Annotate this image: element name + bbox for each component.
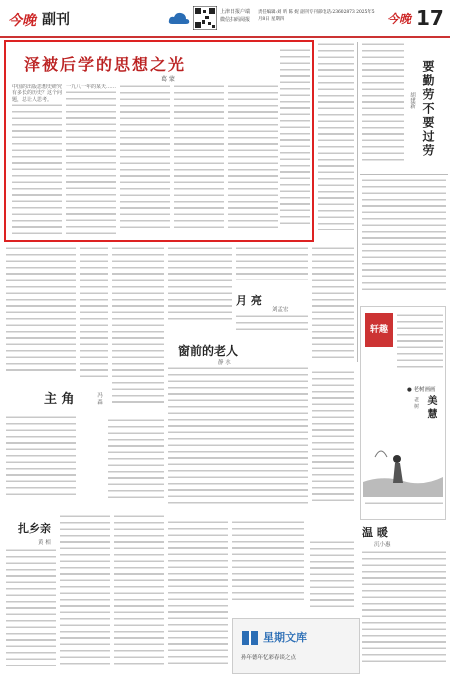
moon-body [236, 314, 308, 342]
art-title: 美 慧 [425, 395, 436, 419]
bottom-banner-subtitle: 孙年德年忆彩春谈之点 [241, 655, 297, 661]
xiangqin-body-4 [168, 520, 228, 674]
poem-body-1 [362, 42, 404, 170]
section-name: 副刊 [42, 12, 70, 28]
zhujiao-author: 冯 森 [96, 392, 102, 405]
page-number: 17 [416, 6, 444, 30]
old-man-author: 静 水 [218, 360, 231, 366]
featured-column-3 [120, 84, 170, 236]
wennuan-body-2 [362, 550, 446, 674]
featured-title: 泽被后学的思想之光 [24, 55, 187, 74]
qr-caption-2: 微信扫码阅报 [220, 17, 251, 23]
wennuan-title: 温 暖 [362, 526, 388, 539]
middle-column-2 [168, 246, 232, 332]
cloud-icon [168, 10, 190, 26]
art-column [360, 306, 446, 520]
wennuan-author: 沉小惠 [374, 542, 391, 548]
featured-column-1 [12, 84, 62, 236]
book-icon [241, 629, 259, 647]
editor-line: 责任编辑:刘 昕 陈 妮 副刊专刊部电话:23602873 2025年5月8日 星期四 [258, 10, 375, 22]
right-middle-column-2 [312, 370, 354, 510]
zhujiao-title: 主 角 [44, 392, 75, 407]
poem-author: 胡建新 [409, 92, 415, 109]
xiangqin-body-2 [60, 514, 110, 674]
xiangqin-body-5 [232, 520, 304, 610]
featured-column-5 [228, 84, 278, 236]
featured-body-1: 中国的出版思想史研究有多长的历史？这个问题，总让人思考。 [12, 84, 62, 103]
art-column-body [397, 313, 443, 377]
text-column [318, 42, 354, 238]
bottom-banner-title: 星期文库 [263, 631, 307, 644]
featured-author: 葛 蒙 [161, 76, 175, 83]
right-middle-column [312, 246, 354, 366]
featured-article [4, 40, 314, 242]
xiangqin-body-1 [6, 548, 56, 674]
xiangqin-author: 黄 相 [38, 540, 51, 546]
brand-logo: 今晚 [8, 13, 36, 29]
moon-title: 月 亮 [236, 294, 262, 307]
xiangqin-title: 扎乡亲 [18, 522, 51, 535]
ink-painting-illustration [363, 437, 443, 497]
middle-column-3 [236, 246, 308, 288]
featured-column-6 [280, 48, 310, 236]
zhujiao-column-3 [108, 418, 164, 510]
art-caption [365, 501, 443, 517]
divider [360, 174, 448, 175]
art-subtitle: ● 老树画画 [407, 387, 436, 393]
qr-caption-1: 上津日报户端 [220, 9, 251, 15]
poem-body-2 [362, 178, 446, 302]
featured-column-4 [174, 84, 224, 236]
middle-column-1 [112, 246, 164, 414]
art-column-badge: 轩趣 [365, 313, 393, 347]
zhujiao-column-2 [80, 246, 108, 386]
poem-title: 要勤劳不要过劳 [421, 60, 435, 158]
brand-logo-right: 今晚 [387, 12, 412, 26]
qr-code-icon [193, 6, 217, 30]
wennuan-body-1 [310, 540, 354, 616]
old-man-title: 窗前的老人 [178, 344, 239, 358]
featured-column-2 [66, 84, 116, 236]
zhujiao-column-top [6, 246, 76, 382]
page-header [0, 0, 450, 38]
zhujiao-column-bottom [6, 415, 76, 507]
art-author: 老 树 [413, 397, 419, 409]
old-man-body [168, 366, 308, 516]
featured-body-2: 一九八一年的某天…… [66, 84, 116, 90]
moon-author: 刘孟宏 [272, 307, 289, 313]
bottom-banner [232, 618, 360, 674]
column-divider [357, 42, 358, 362]
xiangqin-body-3 [114, 514, 164, 674]
